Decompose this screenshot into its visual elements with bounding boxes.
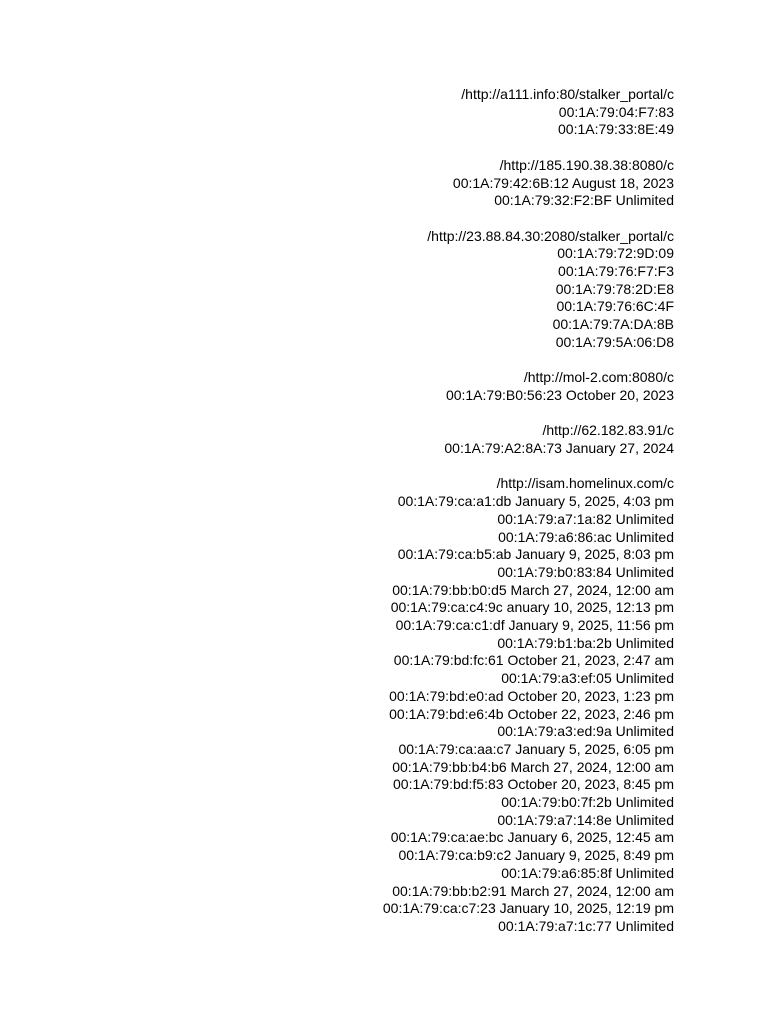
mac-entry: 00:1A:79:ca:c1:df January 9, 2025, 11:56 pm — [395, 617, 674, 634]
mac-entry: 00:1A:79:33:8E:49 — [558, 121, 674, 138]
mac-entry: 00:1A:79:ca:aa:c7 January 5, 2025, 6:05 pm — [398, 740, 674, 757]
portal-url: /http://mol-2.com:8080/c — [523, 369, 674, 386]
portal-url: /http://a111.info:80/stalker_portal/c — [461, 86, 674, 102]
mac-entry: 00:1A:79:ca:b9:c2 January 9, 2025, 8:49 pm — [398, 847, 674, 864]
mac-entry: 00:1A:79:a6:86:ac Unlimited — [498, 528, 674, 545]
mac-entry: 00:1A:79:42:6B:12 August 18, 2023 — [452, 174, 674, 191]
mac-entry: 00:1A:79:bd:f5:83 October 20, 2023, 8:45 pm — [393, 776, 674, 793]
mac-entry: 00:1A:79:7A:DA:8B — [552, 316, 674, 333]
portal-url: /http://isam.homelinux.com/c — [496, 475, 674, 492]
mac-entry: 00:1A:79:5A:06:D8 — [555, 333, 674, 350]
portal-block — [74, 157, 674, 210]
mac-entry: 00:1A:79:72:9D:09 — [557, 245, 674, 262]
mac-entry: 00:1A:79:ca:b5:ab January 9, 2025, 8:03 pm — [397, 546, 674, 563]
mac-entry: 00:1A:79:b1:ba:2b Unlimited — [497, 634, 674, 651]
mac-entry: 00:1A:79:bd:e0:ad October 20, 2023, 1:23 pm — [389, 687, 674, 704]
portal-url: /http://185.190.38.38:8080/c — [499, 156, 674, 173]
portal-block — [74, 422, 674, 457]
portal-block — [74, 86, 674, 139]
mac-entry: 00:1A:79:bb:b4:b6 March 27, 2024, 12:00 am — [392, 758, 674, 775]
mac-entry: 00:1A:79:bb:b0:d5 March 27, 2024, 12:00 am — [392, 581, 674, 598]
mac-entry: 00:1A:79:32:F2:BF Unlimited — [494, 192, 674, 209]
mac-entry: 00:1A:79:b0:7f:2b Unlimited — [501, 794, 674, 811]
mac-entry: 00:1A:79:b0:83:84 Unlimited — [497, 563, 674, 580]
mac-entry: 00:1A:79:B0:56:23 October 20, 2023 — [445, 386, 674, 403]
mac-entry: 00:1A:79:a3:ed:9a Unlimited — [497, 723, 674, 740]
mac-entry: 00:1A:79:ca:a1:db January 5, 2025, 4:03 pm — [397, 493, 674, 510]
mac-entry: 00:1A:79:76:6C:4F — [556, 298, 674, 315]
mac-entry: 00:1A:79:bd:e6:4b October 22, 2023, 2:46 pm — [389, 705, 674, 722]
mac-entry: 00:1A:79:a7:1a:82 Unlimited — [497, 510, 674, 527]
mac-entry: 00:1A:79:ca:c4:9c anuary 10, 2025, 12:13 pm — [390, 599, 674, 616]
mac-entry: 00:1A:79:04:F7:83 — [558, 103, 674, 120]
portal-block — [74, 228, 674, 352]
mac-entry: 00:1A:79:bd:fc:61 October 21, 2023, 2:47 am — [393, 652, 674, 669]
portal-block — [74, 369, 674, 404]
mac-entry: 00:1A:79:78:2D:E8 — [555, 280, 674, 297]
mac-entry: 00:1A:79:76:F7:F3 — [558, 263, 674, 279]
mac-entry: 00:1A:79:a7:1c:77 Unlimited — [498, 917, 674, 934]
document-page — [74, 86, 674, 953]
portal-block — [74, 475, 674, 935]
portal-url: /http://23.88.84.30:2080/stalker_portal/c — [427, 227, 674, 244]
mac-entry: 00:1A:79:A2:8A:73 January 27, 2024 — [444, 440, 674, 456]
portal-url: /http://62.182.83.91/c — [542, 422, 674, 439]
mac-entry: 00:1A:79:a6:85:8f Unlimited — [501, 864, 674, 881]
mac-entry: 00:1A:79:ca:c7:23 January 10, 2025, 12:19 pm — [382, 900, 674, 917]
mac-entry: 00:1A:79:bb:b2:91 March 27, 2024, 12:00 am — [392, 882, 674, 899]
mac-entry: 00:1A:79:ca:ae:bc January 6, 2025, 12:45 am — [390, 829, 674, 846]
mac-entry: 00:1A:79:a3:ef:05 Unlimited — [501, 670, 674, 687]
mac-entry: 00:1A:79:a7:14:8e Unlimited — [497, 811, 674, 828]
